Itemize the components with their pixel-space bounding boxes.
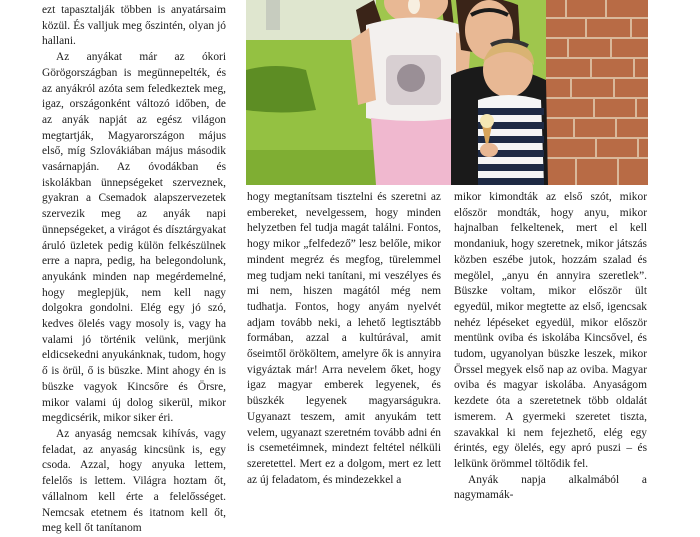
paragraph: Az anyákat már az ókori Görögországban is megünnepelték, és az anyákról azóta sem feledkeztek meg, igaz, országonként változó időben, de az anyák napját az egész világon megtartják, Magyarországon május első, míg Szlovákiában május második vasárnapján. Az óvodákban és iskolákban ünnepségeket szerveznek, gyakran a Csemadok alapszervezetek szervezik meg az anyák napi ünnepségeket, a virágot és dísztárgyakat áruló üzletek pedig külön felkészülnek erre a napra, pedig, ha belegondolunk, anyukánk minden nap megérdemelné, hogy meglepjük, nem kell nagy dolgokra gondolni. Elég egy jó szó, kedves ölelés vagy mosoly is, vagy ha valami jó történik velünk, merjünk eldicsekedni anyukánknak, tudom, hogy ő is örül, ő is büszke. Mint ahogy én is büszke vagyok Kincsőre és Örsre, mikor valami új dolog sikerül, mikor megdicsérik, mikor siker éri. (42, 51, 226, 425)
brick-wall (546, 0, 648, 185)
paragraph: hogy megtanítsam tisztelni és szeretni az embereket, nevelgessem, hogy minden helyzetben fel tudja magát találni. Fontos, hogy mikor „felfedező” lesz belőle, mikor mindent megréz és megfog, türelemmel meg tudjam neki tanítani, mi veszélyes és mi nem, hiszen magától még nem tudhatja. Fontos, hogy anyám nyelvét adjam tovább neki, a lehető legtisztább formában, azzal a kultúrával, amit őseimtől örököltem, amelyre ők is annyira vigyáztak már! Arra nevelem őket, hogy igaz magyar emberek legyenek, és büszkék legyenek magyarságukra. Ugyanazt teszem, amit anyukám tett velem, ugyanazt szeretném tovább adni én is csemetéimnek, mindezt feltétel nélküli szeretettel. Mert ez a dolgom, mert ez lett az új feladatom, és mindezekkel a (247, 191, 441, 486)
article-column-2 (247, 190, 441, 488)
paragraph: ezt tapasztalják többen is anyatársaim közül. És valljuk meg őszintén, olyan jó hallani. (42, 4, 226, 48)
photo-illustration (246, 0, 648, 185)
article-column-3 (454, 190, 647, 504)
article-column-1 (42, 3, 226, 537)
shadow-patch (246, 66, 316, 113)
family-photo (246, 0, 648, 185)
paragraph: Az anyaság nemcsak kihívás, vagy feladat, az anyaság kincsünk is, egy csoda. Azzal, hogy anyuka lettem, felelős is lettem. Világra hoztam őt, vállalnom kell érte a felelősséget. Nemcsak etetnem és itatnom kell őt, meg kell őt tanítanom (42, 427, 226, 535)
paragraph: mikor kimondták az első szót, mikor először mondták, hogy anyu, mikor hajnalban felkeltenek, mert el kell mondaniuk, hogy szeretnek, mikor játszás közben eszébe jutok, hozzám szalad és megölel, „anyu én annyira szeretlek”. Büszke voltam, mikor először ült egyedül, mikor megtette az első, igencsak nehéz lépéseket egyedül, mikor először mentünk oviba és iskolába Kincsővel, és tudom, ugyanolyan büszke leszek, mikor Örssel megyek első nap az oviba. Magyar oviba és magyar iskolába. Anyaságom kezdete óta a szeretetnek több oldalát ismerem. A gyermeki szeretet tiszta, szavakkal ki nem fejezhető, elég egy érintés, egy ölelés, egy apró puszi – és lelkünk örömmel töltődik fel. (454, 191, 647, 470)
background-post (266, 0, 280, 30)
paragraph: Anyák napja alkalmából a nagymamák- (454, 473, 647, 502)
